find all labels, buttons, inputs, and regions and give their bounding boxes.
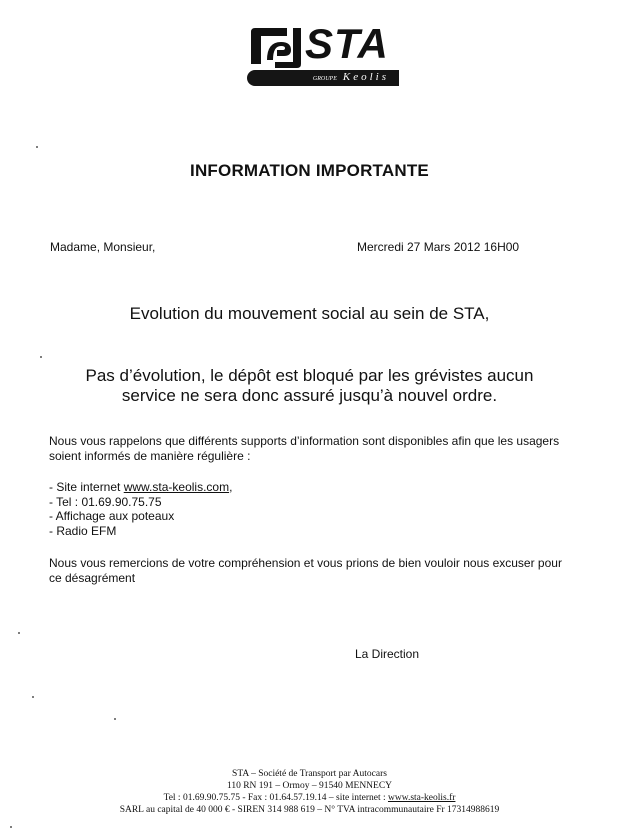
- footer-legal: SARL au capital de 40 000 € - SIREN 314 988 619 – N° TVA intracommunautaire Fr 17314988619: [119, 805, 500, 815]
- headline-status-line2: service ne sera donc assuré jusqu’à nouvel ordre.: [121, 386, 498, 405]
- footer-contact: Tel : 01.69.90.75.75 - Fax : 01.64.57.19.14 – site internet : www.sta-keolis.fr: [163, 793, 456, 803]
- scan-speck: [32, 696, 34, 698]
- scan-speck: [36, 146, 38, 148]
- list-item-radio: - Radio EFM: [49, 523, 117, 538]
- thanks-paragraph: Nous vous remercions de votre compréhension et vous prions de bien vouloir nous excuser pour ce désagrément: [49, 556, 562, 585]
- letter-date: Mercredi 27 Mars 2012 16H00: [357, 240, 520, 254]
- logo-band: [247, 70, 399, 86]
- footer-website-link[interactable]: www.sta-keolis.fr: [387, 793, 456, 803]
- page-title: INFORMATION IMPORTANTE: [190, 161, 429, 180]
- scan-speck: [114, 718, 116, 720]
- info-channels-list: [49, 480, 232, 538]
- list-item-affichage: - Affichage aux poteaux: [49, 509, 175, 523]
- list-item-site: - Site internet www.sta-keolis.com,: [49, 480, 233, 494]
- salutation: Madame, Monsieur,: [50, 240, 156, 254]
- footer: [0, 768, 619, 816]
- scan-speck: [10, 826, 12, 828]
- logo-band-text: GROUPE Keolis: [312, 71, 389, 83]
- logo-wordmark: STA: [305, 20, 389, 67]
- scan-speck: [40, 356, 42, 358]
- headline-evolution: Evolution du mouvement social au sein de STA,: [129, 304, 490, 323]
- headline-status: [0, 366, 619, 406]
- website-link[interactable]: www.sta-keolis.com: [123, 480, 230, 494]
- info-paragraph: Nous vous rappelons que différents supports d’information sont disponibles afin que les usagers soient informés de manière régulière :: [49, 434, 560, 463]
- sta-swirl-icon: [247, 24, 305, 68]
- footer-address: 110 RN 191 – Ormoy – 91540 MENNECY: [226, 781, 393, 791]
- sta-logo: [247, 22, 407, 90]
- scan-speck: [18, 632, 20, 634]
- footer-company: STA – Société de Transport par Autocars: [232, 769, 387, 779]
- list-item-tel: - Tel : 01.69.90.75.75: [49, 494, 162, 509]
- signature: La Direction: [355, 647, 420, 661]
- headline-status-line1: Pas d’évolution, le dépôt est bloqué par les grévistes aucun: [85, 366, 534, 385]
